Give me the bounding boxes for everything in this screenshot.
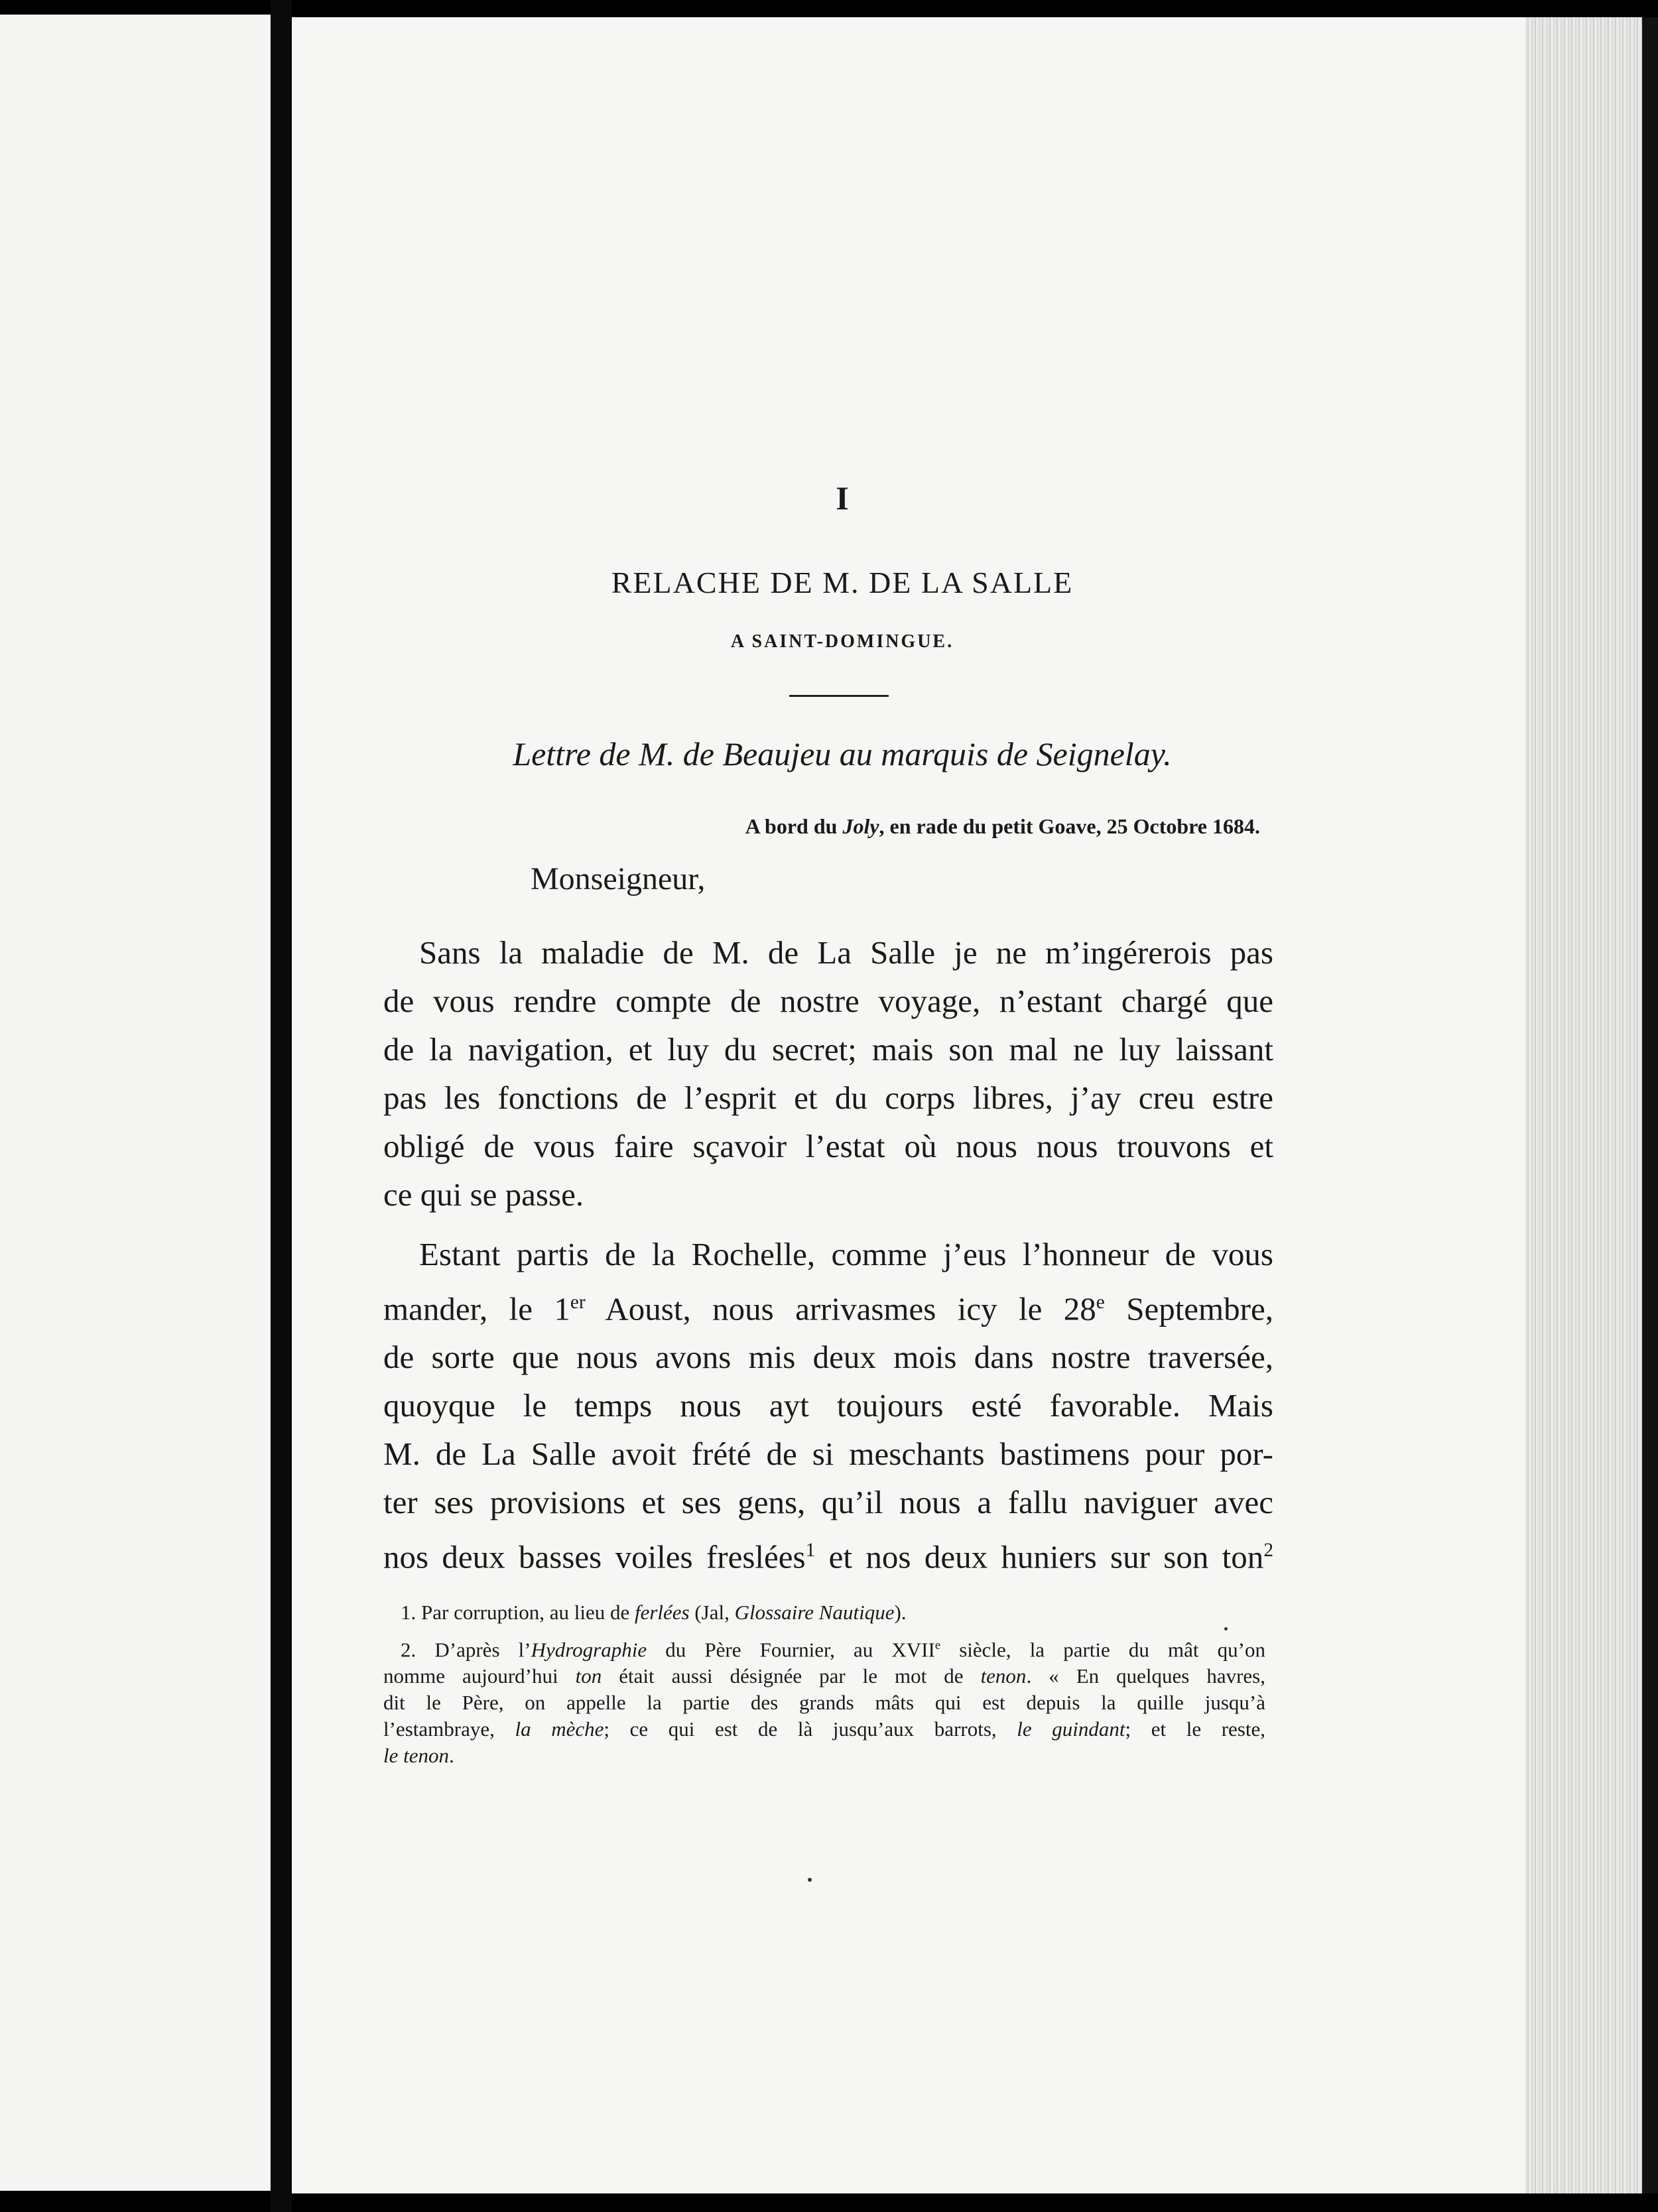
dateline: A bord du Joly, en rade du petit Goave, 25 Octobre 1684. [745, 814, 1260, 838]
left-facing-page [0, 15, 271, 2191]
letter-title: Lettre de M. de Beaujeu au marquis de Seignelay. [513, 735, 1172, 772]
footnote-ref-2: 2 [1263, 1540, 1274, 1562]
chapter-subtitle: A SAINT-DOMINGUE. [730, 631, 954, 652]
page-edges [1525, 17, 1658, 2193]
paragraph-line: nos deux basses voiles freslées$^1$ et nos deux huniers sur son ton$^2$ [383, 1538, 1274, 1575]
title-rule [789, 695, 889, 697]
footnote-ref-1: 1 [805, 1540, 816, 1562]
paragraph-line: obligé de vous faire sçavoir l’estat où nous nous trouvons et [383, 1128, 1273, 1164]
scan-speck [808, 1878, 812, 1882]
footnote-2: 2. D’après l’Hydrographie du Père Fournier, au XVIIe siècle, la partie du mât qu’on nomme aujourd’hui ton était aussi désignée par le mot de tenon. « En quelques havres, dit le Père, on appelle la partie des grands mâts qui est depuis la quille jusqu’à l’estambraye, la mèche; ce qui est de là jusqu’aux barrots, le guindant; et le reste, le tenon. [383, 1638, 1265, 1768]
paragraph-2 [383, 1230, 1273, 1581]
paragraph-line: Estant partis de la Rochelle, comme j’eus l’honneur de vous [419, 1236, 1273, 1272]
paragraph-line: de la navigation, et luy du secret; mais son mal ne luy laissant [383, 1031, 1273, 1068]
paragraph-line: M. de La Salle avoit frété de si meschants bastimens pour por- [383, 1436, 1273, 1473]
paragraph-line: de vous rendre compte de nostre voyage, n’estant chargé que [383, 983, 1273, 1019]
paragraph-line: mander, le 1er Aoust, nous arrivasmes icy le 28e Septembre, [383, 1290, 1273, 1327]
scan-speck [1224, 1627, 1228, 1630]
salutation: Monseigneur, [531, 861, 706, 896]
book-gutter [271, 0, 292, 2212]
paragraph-line: ter ses provisions et ses gens, qu’il nous a fallu naviguer avec [383, 1484, 1273, 1521]
footnote-1: 1. Par corruption, au lieu de ferlées (Jal, Glossaire Nautique). [401, 1601, 907, 1624]
footnotes [383, 1599, 1265, 1769]
paragraph-1 [383, 928, 1273, 1219]
chapter-title: RELACHE DE M. DE LA SALLE [611, 566, 1074, 599]
paragraph-line: ce qui se passe. [383, 1176, 584, 1213]
paragraph-line: quoyque le temps nous ayt toujours esté favorable. Mais [383, 1387, 1273, 1424]
paragraph-line: pas les fonctions de l’esprit et du corps libres, j’ay creu estre [383, 1079, 1273, 1116]
paragraph-line: Sans la maladie de M. de La Salle je ne m’ingérerois pas [419, 934, 1273, 971]
paragraph-line: de sorte que nous avons mis deux mois dans nostre traversée, [383, 1339, 1273, 1376]
chapter-number: I [836, 479, 849, 517]
